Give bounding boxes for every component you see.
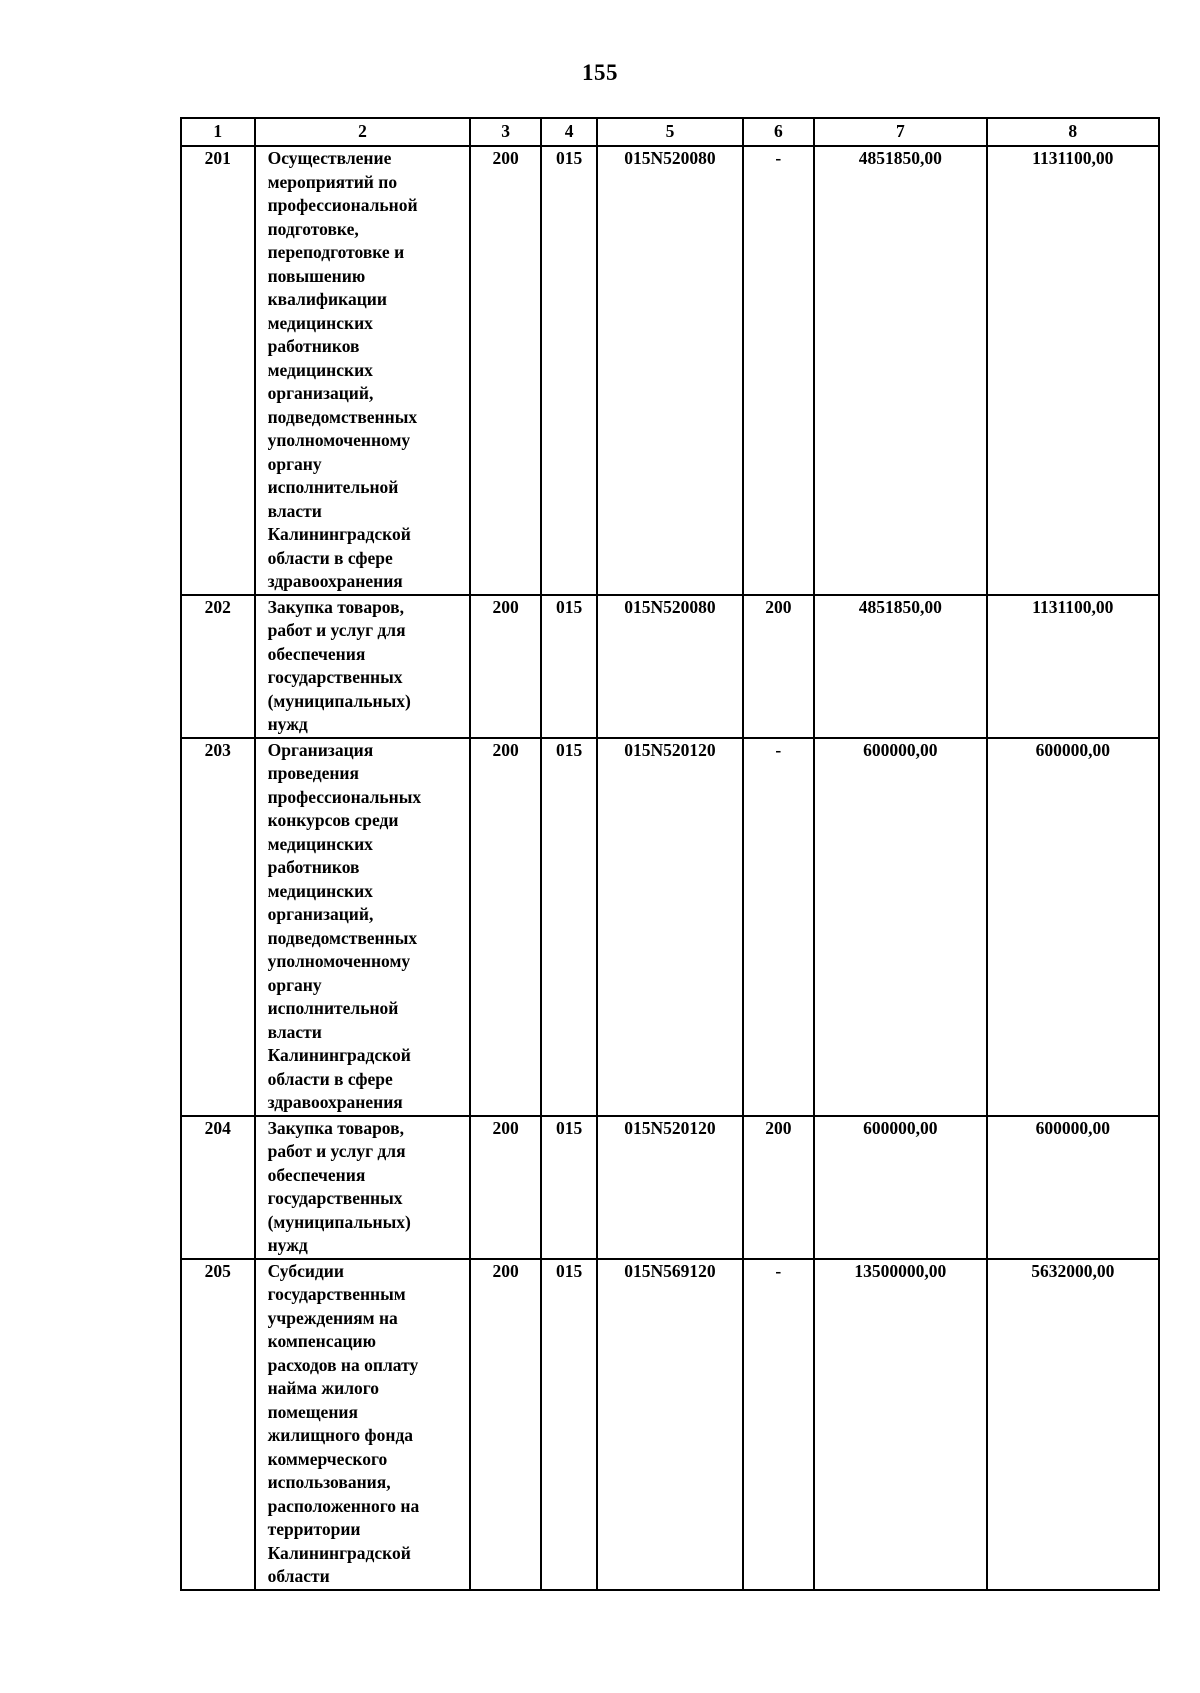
cell-col6: - — [743, 1259, 815, 1590]
row-name: Субсидии государственным учреждениям на компенсацию расходов на оплату найма жилого помещения жилищного фонда коммерческого использования, расположенного на территории Калининградской области — [255, 1259, 471, 1590]
cell-col6: 200 — [743, 595, 815, 738]
budget-table — [180, 117, 1160, 1591]
cell-col7: 4851850,00 — [814, 595, 986, 738]
cell-col5: 015N520120 — [597, 738, 742, 1116]
cell-col7: 13500000,00 — [814, 1259, 986, 1590]
row-name: Организация проведения профессиональных конкурсов среди медицинских работников медицинских организаций, подведомственных уполномоченному органу исполнительной власти Калининградской области в сфере здравоохранения — [255, 738, 471, 1116]
table-row — [181, 738, 1159, 1116]
cell-col4: 015 — [541, 1259, 597, 1590]
cell-col3: 200 — [470, 1116, 541, 1259]
cell-col8: 600000,00 — [987, 1116, 1159, 1259]
table-header — [181, 118, 1159, 146]
row-name: Закупка товаров, работ и услуг для обеспечения государственных (муниципальных) нужд — [255, 595, 471, 738]
cell-col4: 015 — [541, 146, 597, 595]
cell-col3: 200 — [470, 146, 541, 595]
table-row — [181, 146, 1159, 595]
row-number: 203 — [181, 738, 255, 1116]
cell-col3: 200 — [470, 738, 541, 1116]
cell-col6: 200 — [743, 1116, 815, 1259]
cell-col7: 4851850,00 — [814, 146, 986, 595]
page-number: 155 — [582, 60, 618, 85]
row-number: 201 — [181, 146, 255, 595]
cell-col7: 600000,00 — [814, 1116, 986, 1259]
header-cell-2: 2 — [255, 118, 471, 146]
cell-col5: 015N569120 — [597, 1259, 742, 1590]
table-row — [181, 1116, 1159, 1259]
cell-col4: 015 — [541, 1116, 597, 1259]
cell-col8: 5632000,00 — [987, 1259, 1159, 1590]
cell-col5: 015N520080 — [597, 595, 742, 738]
header-row — [181, 118, 1159, 146]
cell-col5: 015N520120 — [597, 1116, 742, 1259]
row-name: Осуществление мероприятий по профессиональной подготовке, переподготовке и повышению квалификации медицинских работников медицинских организаций, подведомственных уполномоченному органу исполнительной власти Калининградской области в сфере здравоохранения — [255, 146, 471, 595]
header-cell-1: 1 — [181, 118, 255, 146]
header-cell-3: 3 — [470, 118, 541, 146]
cell-col8: 1131100,00 — [987, 595, 1159, 738]
row-name: Закупка товаров, работ и услуг для обеспечения государственных (муниципальных) нужд — [255, 1116, 471, 1259]
cell-col3: 200 — [470, 1259, 541, 1590]
header-cell-5: 5 — [597, 118, 742, 146]
cell-col7: 600000,00 — [814, 738, 986, 1116]
row-number: 202 — [181, 595, 255, 738]
cell-col3: 200 — [470, 595, 541, 738]
cell-col6: - — [743, 738, 815, 1116]
cell-col4: 015 — [541, 738, 597, 1116]
cell-col8: 1131100,00 — [987, 146, 1159, 595]
table-row — [181, 1259, 1159, 1590]
header-cell-4: 4 — [541, 118, 597, 146]
cell-col8: 600000,00 — [987, 738, 1159, 1116]
cell-col5: 015N520080 — [597, 146, 742, 595]
row-number: 205 — [181, 1259, 255, 1590]
cell-col4: 015 — [541, 595, 597, 738]
table-body — [181, 146, 1159, 1590]
header-cell-7: 7 — [814, 118, 986, 146]
row-number: 204 — [181, 1116, 255, 1259]
table-row — [181, 595, 1159, 738]
header-cell-6: 6 — [743, 118, 815, 146]
header-cell-8: 8 — [987, 118, 1159, 146]
cell-col6: - — [743, 146, 815, 595]
